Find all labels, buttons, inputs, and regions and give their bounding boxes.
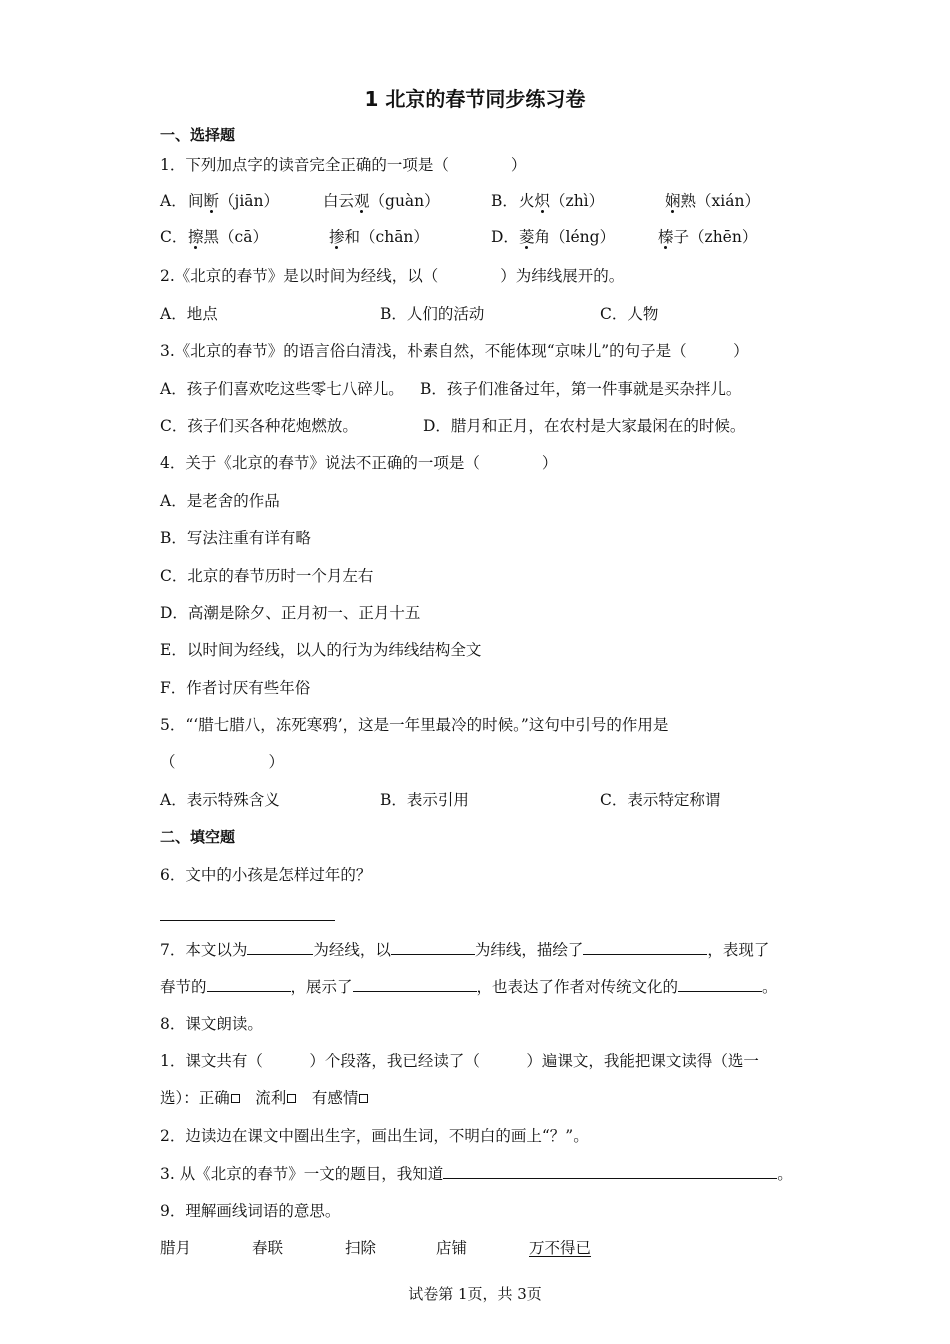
question-2-stem: 2.《北京的春节》是以时间为经线，以（ ）为纬线展开的。 [160,267,625,285]
q8-item-1-line2: 选）：正确 流利 有感情 [160,1087,368,1109]
checkbox-fluent[interactable] [287,1094,296,1103]
q7-blank-2[interactable] [391,938,475,955]
question-6-stem: 6．文中的小孩是怎样过年的？ [160,866,372,884]
q7-blank-4[interactable] [207,975,291,992]
question-4-stem: 4．关于《北京的春节》说法不正确的一项是（ ） [160,454,558,472]
q7-blank-6[interactable] [678,975,762,992]
q1-option-b-label: B． [491,192,518,210]
q8-blank-title[interactable] [443,1162,777,1179]
q9-word-5-underlined: 万不得已 [529,1239,592,1257]
q9-word-2: 春联 [252,1239,284,1257]
q3-option-a: A．孩子们喜欢吃这些零七八碎儿。 [160,380,404,398]
q4-option-c: C．北京的春节历时一个月左右 [160,567,374,585]
question-8-stem: 8．课文朗读。 [160,1015,263,1033]
q9-word-4: 店铺 [436,1239,468,1257]
question-7-line1: 7．本文以为 为经线，以 为纬线，描绘了 ，表现了 [160,938,769,961]
q1-option-c-word2: 掺和（chān） [329,228,429,246]
section-heading-choice: 一、选择题 [160,126,236,144]
q1-option-a-label: A． [160,192,187,210]
q1-option-c-word1: 擦黑（cā） [188,228,268,246]
q2-option-c: C．人物 [600,305,659,323]
q1-option-b-word1: 火炽（zhì） [519,192,605,210]
section-heading-fill: 二、填空题 [160,828,236,846]
q3-option-b: B．孩子们准备过年，第一件事就是买杂拌儿。 [420,380,742,398]
q4-option-f: F．作者讨厌有些年俗 [160,679,311,697]
q2-option-b: B．人们的活动 [380,305,485,323]
q7-blank-3[interactable] [583,938,707,955]
question-5-stem: 5．“‘腊七腊八，冻死寒鸦’，这是一年里最冷的时候。”这句中引号的作用是 [160,716,669,734]
question-7-line2: 春节的 ，展示了 ，也表达了作者对传统文化的 。 [160,975,778,998]
q1-option-b-word2: 娴熟（xián） [665,192,760,210]
question-1-stem: 1．下列加点字的读音完全正确的一项是（ ） [160,156,527,174]
q8-option-fluent[interactable]: 流利 [255,1089,296,1107]
q7-blank-1[interactable] [247,938,313,955]
q8-item-2: 2．边读边在课文中圈出生字，画出生词，不明白的画上“？”。 [160,1127,589,1145]
q5-answer-paren: （ ） [160,753,285,771]
question-3-stem: 3.《北京的春节》的语言俗白清浅，朴素自然，不能体现“京味儿”的句子是（ ） [160,342,749,360]
q8-item-1-line1: 1．课文共有（ ）个段落，我已经读了（ ）遍课文，我能把课文读得（选一 [160,1052,759,1070]
q7-blank-5[interactable] [353,975,477,992]
q1-option-d-word2: 榛子（zhēn） [658,228,758,246]
q8-item-3: 3. 从《北京的春节》一文的题目，我知道 。 [160,1162,793,1185]
q4-option-e: E．以时间为经线，以人的行为为纬线结构全文 [160,641,482,659]
q5-option-c: C．表示特定称谓 [600,791,721,809]
q9-word-1: 腊月 [160,1239,192,1257]
q4-option-d: D．高潮是除夕、正月初一、正月十五 [160,604,421,622]
page-footer: 试卷第 1页，共 3页 [408,1285,542,1303]
q1-option-a-word2: 白云观（guàn） [323,192,440,210]
q1-option-d-word1: 菱角（léng） [519,228,616,246]
q4-option-b: B．写法注重有详有略 [160,529,311,547]
page-title: 1 北京的春节同步练习卷 [364,87,586,111]
checkbox-emotion[interactable] [359,1094,368,1103]
q8-option-emotion[interactable]: 有感情 [312,1089,369,1107]
q9-word-3: 扫除 [345,1239,377,1257]
q3-option-c: C．孩子们买各种花炮燃放。 [160,417,358,435]
checkbox-correct[interactable] [231,1094,240,1103]
q1-option-c-label: C． [160,228,188,246]
q3-option-d: D．腊月和正月，在农村是大家最闲在的时候。 [423,417,746,435]
question-9-stem: 9．理解画线词语的意思。 [160,1202,341,1220]
q4-option-a: A．是老舍的作品 [160,492,280,510]
q5-option-a: A．表示特殊含义 [160,791,280,809]
q1-option-d-label: D． [491,228,519,246]
q1-option-a-word1: 间断（jiān） [188,192,280,210]
q8-option-correct[interactable]: 正确 [199,1089,240,1107]
q2-option-a: A．地点 [160,305,218,323]
q6-answer-line[interactable] [160,920,335,921]
q5-option-b: B．表示引用 [380,791,469,809]
